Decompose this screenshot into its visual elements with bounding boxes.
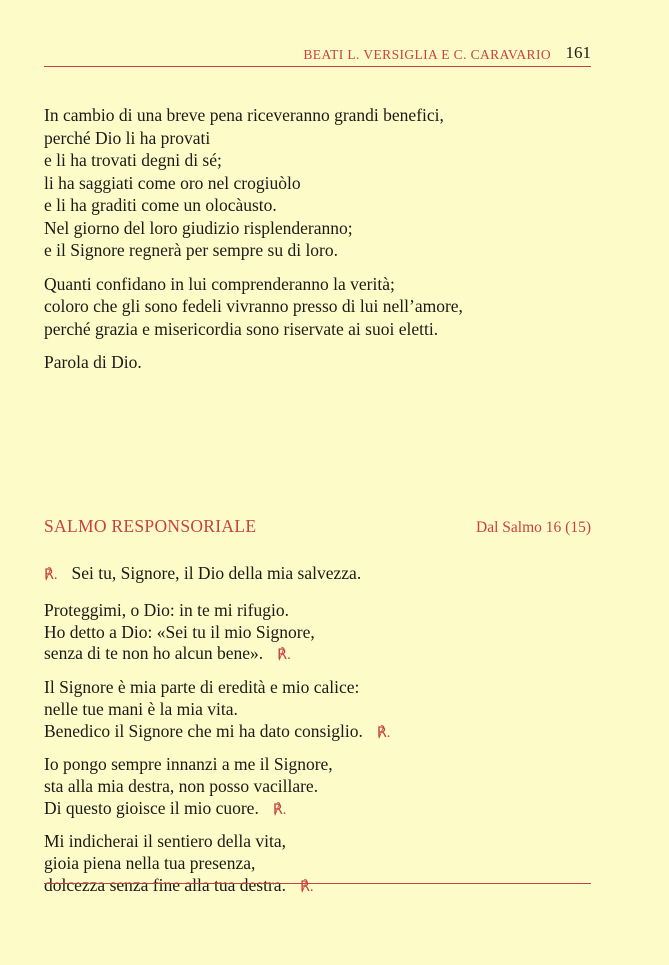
reading-text [44, 104, 604, 385]
response-symbol: ℟. [376, 724, 391, 741]
psalm-stanza [44, 677, 604, 744]
reading-paragraph [44, 104, 604, 262]
psalm-stanza [44, 831, 604, 898]
stanza-line [44, 875, 604, 899]
stanza-line [44, 798, 604, 822]
reading-line: e li ha trovati degni di sé; [44, 150, 222, 170]
stanza-line: sta alla mia destra, non posso vacillare. [44, 775, 319, 796]
psalm-title: SALMO RESPONSORIALE [44, 516, 257, 536]
reading-line: In cambio di una breve pena riceveranno grandi benefici, [44, 105, 444, 125]
stanza-line: Ho detto a Dio: «Sei tu il mio Signore, [44, 621, 315, 642]
stanza-line: nelle tue mani è la mia vita. [44, 698, 238, 719]
running-title: BEATI L. VERSIGLIA E C. CARAVARIO [303, 47, 551, 62]
stanza-line: Il Signore è mia parte di eredità e mio calice: [44, 677, 360, 698]
reading-line: perché Dio li ha provati [44, 127, 211, 148]
reading-line: Parola di Dio. [44, 352, 142, 372]
stanza-line: Io pongo sempre innanzi a me il Signore, [44, 754, 333, 775]
response-symbol: ℟. [272, 801, 287, 818]
refrain-text: Sei tu, Signore, il Dio della mia salvezza. [71, 563, 362, 583]
reading-line: e li ha graditi come un olocàusto. [44, 195, 277, 215]
reading-line: li ha saggiati come oro nel crogiuòlo [44, 172, 301, 193]
reading-line: e il Signore regnerà per sempre su di loro. [44, 240, 339, 260]
footer-rule [44, 883, 591, 884]
reading-paragraph [44, 273, 604, 341]
running-header [44, 44, 591, 67]
page-number: 161 [565, 43, 591, 62]
response-symbol: ℟. [277, 647, 291, 664]
reading-line: Quanti confidano in lui comprenderanno la verità; [44, 273, 395, 294]
psalm-stanza [44, 600, 604, 667]
stanza-line-text: Di questo gioisce il mio cuore. [44, 797, 259, 818]
stanza-line-text: dolcezza senza fine alla tua destra. [44, 874, 286, 895]
stanza-line: Proteggimi, o Dio: in te mi rifugio. [44, 600, 289, 620]
psalm-reference: Dal Salmo 16 (15) [476, 519, 591, 536]
reading-conclusion [44, 351, 604, 374]
response-symbol: ℟. [44, 567, 58, 583]
reading-line: perché grazia e misericordia sono riservate ai suoi eletti. [44, 318, 439, 339]
stanza-line [44, 721, 604, 745]
stanza-line: Mi indicherai il sentiero della vita, [44, 831, 287, 852]
stanza-line: gioia piena nella tua presenza, [44, 853, 256, 874]
stanza-line [44, 643, 604, 667]
response-symbol: ℟. [299, 878, 314, 895]
psalm-stanzas [44, 600, 604, 908]
reading-line: coloro che gli sono fedeli vivranno presso di lui nell’amore, [44, 296, 463, 316]
stanza-line-text: senza di te non ho alcun bene». [44, 643, 264, 664]
stanza-line-text: Benedico il Signore che mi ha dato consiglio. [44, 720, 363, 741]
psalm-stanza [44, 754, 604, 821]
psalm-refrain [44, 563, 361, 584]
reading-line: Nel giorno del loro giudizio risplenderanno; [44, 217, 353, 238]
